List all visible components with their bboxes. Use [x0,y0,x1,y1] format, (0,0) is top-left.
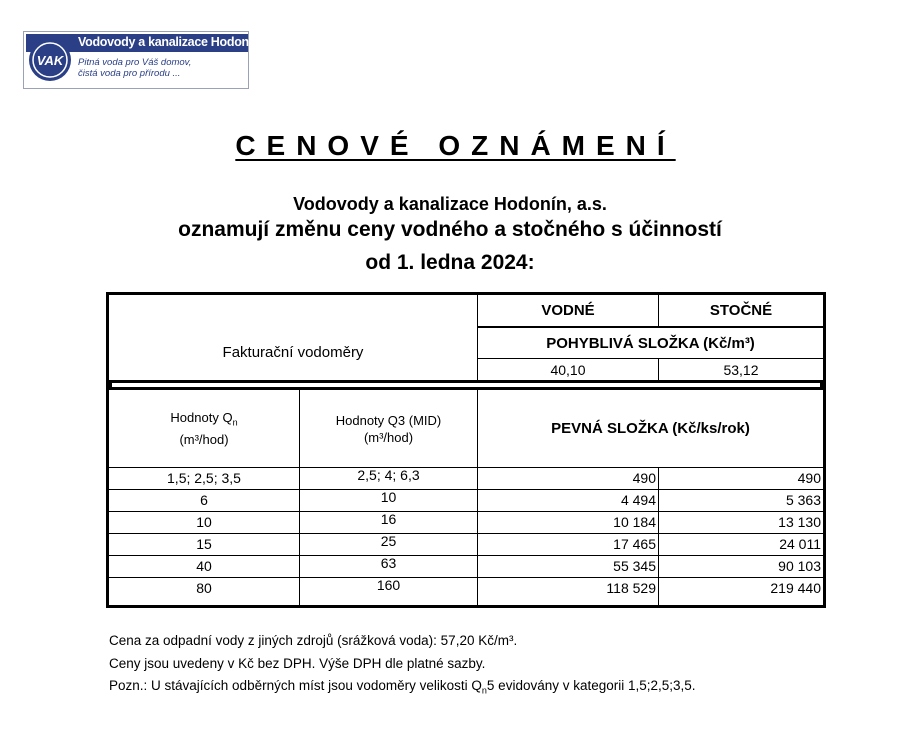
row-q3: 10 [380,489,397,505]
page-title-wrap [0,130,900,162]
notes [109,630,696,702]
row-sewage: 490 [797,470,821,486]
row-sewage: 5 363 [785,492,821,508]
header-q3-line1: Hodnoty Q3 (MID) [335,412,442,428]
vak-emblem-icon [28,35,72,85]
header-sewage: STOČNÉ [709,302,773,319]
row-sewage: 219 440 [770,580,821,596]
header-qn [109,390,299,467]
row-qn: 10 [196,514,212,530]
logo-abbr: VAK [36,53,64,68]
logo-slogan-line2: čistá voda pro přírodu ... [78,68,181,79]
header-qn-line1: Hodnoty $Q_n$ [170,409,238,428]
row-sewage: 90 103 [778,558,821,574]
row-water: 118 529 [606,580,656,596]
row-sewage: 13 130 [778,514,821,530]
table-separator-gap [112,383,820,387]
logo-company-name: Vodovody a kanalizace Hodonín, a.s. [78,35,286,49]
header-qn-line2: (m³/hod) [179,432,229,448]
company-logo [23,31,286,89]
row-water: 10 184 [613,514,656,530]
row-water: 55 345 [613,558,656,574]
row-q3: 16 [380,511,397,527]
header-water: VODNÉ [541,302,595,319]
row-q3: 160 [376,577,401,593]
logo-slogan-line1: Pitná voda pro Váš domov, [78,57,192,68]
row-q3: 25 [380,533,397,549]
row-water: 17 465 [613,536,656,552]
note-rainwater: Cena za odpadní vody z jiných zdrojů (srážková voda): 57,20 Kč/m³. [109,633,518,648]
price-table [106,292,826,608]
row-qn: 6 [200,492,208,508]
row-sewage: 24 011 [779,536,821,552]
variable-water: 40,10 [550,361,586,378]
subtitle-announcement: oznamují změnu ceny vodného a stočného s účinností [178,218,722,241]
row-qn: 15 [196,536,212,552]
logo-slogan [78,57,191,79]
page-title: CENOVÉ OZNÁMENÍ [235,130,676,161]
row-q3: 63 [380,555,397,571]
row-qn: 1,5; 2,5; 3,5 [167,470,241,486]
header-q3 [300,390,477,467]
variable-sewage: 53,12 [723,361,759,378]
row-qn: 40 [196,558,212,574]
row-q3: 2,5; 4; 6,3 [357,467,420,483]
row-water: 4 494 [620,492,656,508]
header-q3-line2: (m³/hod) [363,429,414,445]
header-meters: Fakturační vodoměry [222,344,364,361]
note-vat: Ceny jsou uvedeny v Kč bez DPH. Výše DPH dle platné sazby. [109,655,486,671]
header-fixed: PEVNÁ SLOŽKA (Kč/ks/rok) [551,420,750,437]
header-variable: POHYBLIVÁ SLOŽKA (Kč/m³) [546,334,755,352]
subtitle-company: Vodovody a kanalizace Hodonín, a.s. [293,194,607,214]
row-qn: 80 [196,580,212,596]
row-water: 490 [632,470,656,486]
subtitle-date: od 1. ledna 2024: [365,251,535,274]
note-categories: Pozn.: U stávajících odběrných míst jsou vodoměry velikosti $Q_n5$ evidovány v kategorii 1,5;2,5;3,5. [109,678,696,696]
